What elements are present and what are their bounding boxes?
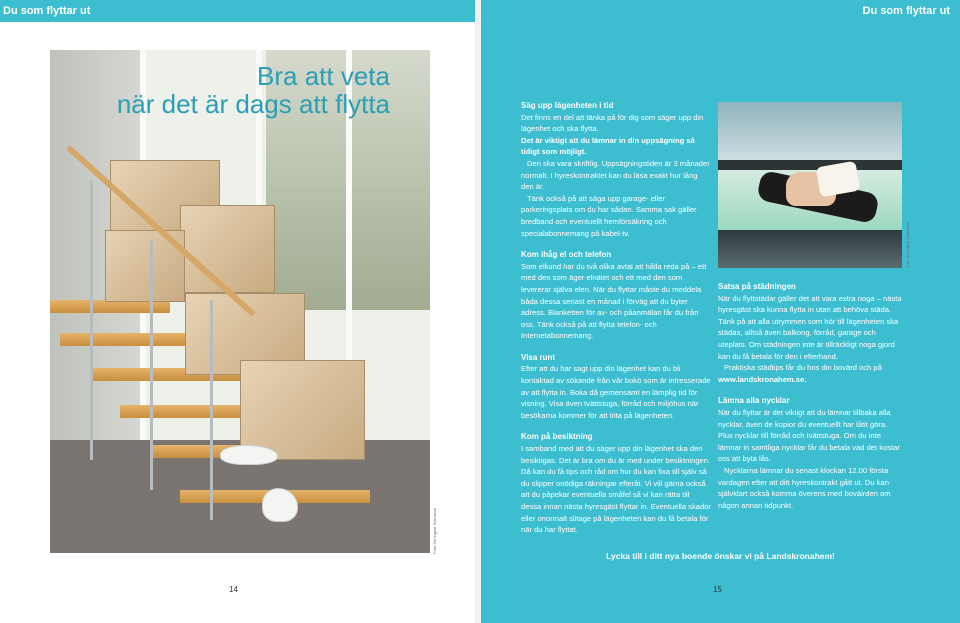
- photo-credit-right: Foto: Bo Ingvar Svensson: [905, 221, 910, 268]
- title-line-2: när det är dags att flytta: [116, 89, 390, 119]
- photo-window-frame: [718, 160, 902, 170]
- paragraph: Efter att du har sagt upp din lägenhet kan du bli kontaktad av sökande från vår bokö som är intresserade av att flytta in. Boka då gemensamt en lämplig tid för visning. Visa även tvättstuga, förråd och miljöhus när besökarna kommer för att titta på lägenheten.: [521, 364, 711, 420]
- paragraph: Praktiska städtips får du hos din bovärd och på: [724, 363, 882, 373]
- section-nycklar: [718, 395, 904, 511]
- railing-post: [210, 300, 213, 520]
- page-number-left: 14: [229, 585, 238, 594]
- paragraph: När du flyttar är det viktigt att du lämnar tillbaka alla nycklar, även de kopior du eventuellt har låtit göra. Plus nycklar till förråd och tvättstuga. Om du inte lämnar in samtliga nycklar får du betala vad det kostar oss att byta lås.: [718, 407, 900, 464]
- paragraph-emphasis: Det är viktigt att du lämnar in din uppsägning så tidigt som möjligt.: [521, 135, 695, 157]
- text-column-2: [718, 281, 904, 521]
- railing-post: [90, 180, 93, 460]
- paragraph: Som elkund har du två olika avtal att hålla reda på – ett med den som äger elnätet och ett med den som levererar själva elen. När du flyttar måste du meddela båda dessa senast en månad i förväg att du byter adress. Blanketten för av- och påanmälan får du från oss. Tänk också på att flytta telefon- och Internetabonnemang.: [521, 261, 707, 341]
- section-heading: Visa runt: [521, 352, 556, 362]
- section-heading: Kom ihåg el och telefon: [521, 250, 612, 260]
- header-left: Du som flyttar ut: [0, 0, 475, 22]
- paragraph: Det finns en del att tänka på för dig som säger upp din lägenhet och ska flytta.: [521, 112, 704, 134]
- photo-sky: [718, 102, 902, 162]
- section-heading: Kom på besiktning: [521, 432, 593, 442]
- paragraph: När du flyttstädar gäller det att vara extra noga – nästa hyresgäst ska kunna flytta in utan att behöva städa. Tänk på att alla utrymmen som hör till lägenheten ska städas, alltså även balkong, förråd, garage och uteplats. Om städningen inte är tillräckligt noga gjord kan du få betala för den i efterhand.: [718, 293, 902, 361]
- cleaning-photo: [718, 102, 902, 268]
- page-number-right: 15: [713, 585, 722, 594]
- moving-box: [180, 205, 275, 293]
- section-heading: Satsa på städningen: [718, 282, 796, 291]
- section-besiktning: [521, 431, 711, 535]
- photo-under-sill: [718, 230, 902, 268]
- section-stadning: [718, 281, 904, 385]
- paragraph: I samband med att du säger upp din lägenhet ska den besiktigas. Det är bra om du är med under besiktningen. Då kan du få tips och råd om hur du kan fixa till själv så du slipper onödiga räkningar efteråt. Vi vill gärna också att du påpekar eventuella småfel så vi kan rätta till dessa innan nästa hyresgäst flyttar in. Eventuella skador eller onormalt slitage på lägenheten kan du få betala för när du har flyttat.: [521, 444, 711, 535]
- shoe: [220, 445, 278, 465]
- header-right: Du som flyttar ut: [481, 0, 960, 22]
- paragraph: Tänk också på att säga upp garage- eller parkeringsplats om du har sådan. Samma sak gäller bredband och eventuellt hemförsäkring och specialabonnemang på kabel-tv.: [521, 193, 697, 238]
- paragraph: Den ska vara skriftlig. Uppsägningstiden är 3 månader normalt. I hyreskontraktet kan du läsa exakt hur lång den är.: [521, 158, 710, 192]
- left-page: [0, 22, 475, 623]
- closing-line: Lycka till i ditt nya boende önskar vi på Landskronahem!: [606, 551, 835, 561]
- railing-post: [150, 240, 153, 490]
- stairs-photo: [50, 50, 430, 553]
- section-visa-runt: [521, 352, 711, 422]
- text-column-1: [521, 100, 711, 546]
- section-heading: Säg upp lägenheten i tid: [521, 101, 614, 110]
- section-uppsagning: [521, 100, 711, 239]
- website-link[interactable]: www.landskronahem.se.: [718, 374, 807, 384]
- title-line-1: Bra att veta: [257, 61, 390, 91]
- photo-credit-left: Foto: Bo Ingvar Svensson: [432, 507, 437, 554]
- page-title: [90, 62, 390, 118]
- stair-step: [60, 333, 200, 346]
- section-heading: Lämna alla nycklar: [718, 396, 790, 406]
- section-el-telefon: [521, 249, 711, 342]
- shoe: [262, 488, 298, 522]
- paragraph: Nycklarna lämnar du senast klockan 12.00 första vardagen efter att ditt hyreskontrakt gått ut. Du kan självklart också komma överens med boväirden om någon annan tidpunkt.: [718, 465, 891, 510]
